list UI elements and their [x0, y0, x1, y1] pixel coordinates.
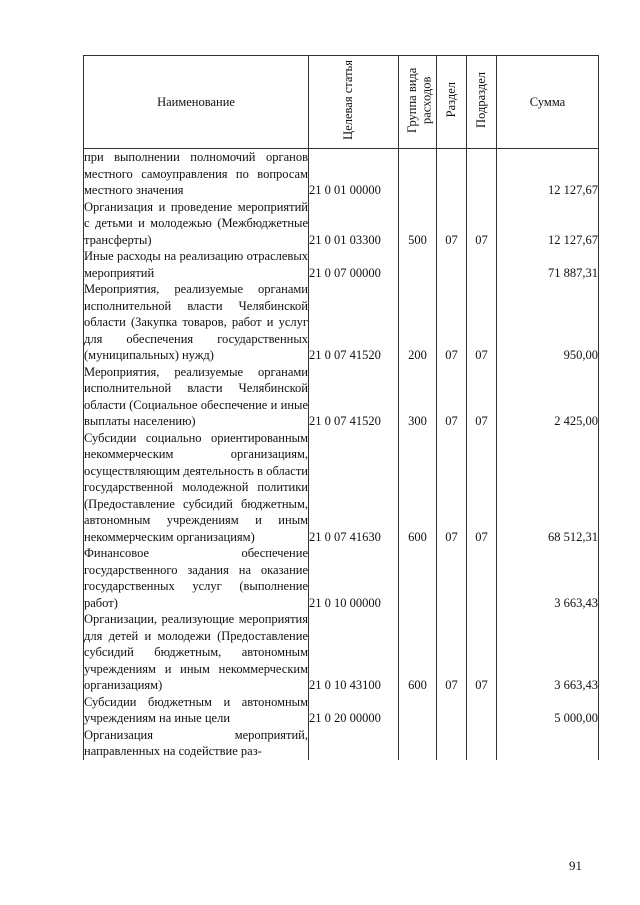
row-sum: 3 663,43	[497, 545, 599, 611]
row-sum	[497, 727, 599, 760]
row-group	[399, 694, 437, 727]
row-section: 07	[437, 364, 467, 430]
row-group: 600	[399, 430, 437, 546]
row-code: 21 0 10 43100	[309, 611, 399, 694]
row-section: 07	[437, 199, 467, 249]
header-subsection: Подраздел	[467, 56, 497, 149]
row-code: 21 0 10 00000	[309, 545, 399, 611]
row-name: Субсидии бюджетным и автономным учреждениям на иные цели	[84, 694, 308, 725]
row-group: 200	[399, 281, 437, 364]
row-name: Организации, реализующие мероприятия для детей и молодежи (Предоставление субсидий бюджетным, автономным учреждениям и иным некоммерческим организациям)	[84, 612, 308, 692]
table-row	[84, 199, 599, 249]
row-name: Мероприятия, реализуемые органами исполнительной власти Челябинской области (Закупка товаров, работ и услуг для обеспечения государственных (муниципальных) нужд)	[84, 282, 308, 362]
header-section: Раздел	[437, 56, 467, 149]
row-section: 07	[437, 611, 467, 694]
row-sum: 68 512,31	[497, 430, 599, 546]
row-sum: 950,00	[497, 281, 599, 364]
row-group	[399, 248, 437, 281]
row-subsection: 07	[467, 364, 497, 430]
row-group	[399, 149, 437, 199]
table-row	[84, 364, 599, 430]
row-code	[309, 727, 399, 760]
table-row	[84, 694, 599, 727]
budget-table	[83, 55, 599, 760]
row-section	[437, 248, 467, 281]
row-subsection: 07	[467, 611, 497, 694]
row-code: 21 0 07 41520	[309, 281, 399, 364]
table-row	[84, 281, 599, 364]
row-subsection	[467, 248, 497, 281]
table-row	[84, 611, 599, 694]
table-row	[84, 248, 599, 281]
row-name: Субсидии социально ориентированным некоммерческим организациям, осуществляющим деятельность в области государственной молодежной политики (Предоставление субсидий бюджетным, автономным учреждениям и иным некоммерческим организациям)	[84, 430, 308, 544]
row-subsection	[467, 694, 497, 727]
row-code: 21 0 20 00000	[309, 694, 399, 727]
header-code: Целевая статья	[309, 56, 399, 149]
header-group: Группа вида расходов	[399, 56, 437, 149]
row-section: 07	[437, 430, 467, 546]
row-sum: 2 425,00	[497, 364, 599, 430]
row-section	[437, 727, 467, 760]
table-header-row	[84, 56, 599, 149]
row-name: Иные расходы на реализацию отраслевых мероприятий	[84, 249, 308, 280]
row-group: 500	[399, 199, 437, 249]
row-code: 21 0 01 03300	[309, 199, 399, 249]
header-name: Наименование	[84, 56, 309, 149]
table-body	[84, 149, 599, 760]
row-sum: 12 127,67	[497, 199, 599, 249]
row-group: 600	[399, 611, 437, 694]
row-subsection	[467, 149, 497, 199]
row-section	[437, 149, 467, 199]
row-group	[399, 545, 437, 611]
table-row	[84, 545, 599, 611]
table-row	[84, 727, 599, 760]
header-sum: Сумма	[497, 56, 599, 149]
row-name: Мероприятия, реализуемые органами исполнительной власти Челябинской области (Социальное обеспечение и иные выплаты населению)	[84, 364, 308, 428]
row-name: Организация и проведение мероприятий с детьми и молодежью (Межбюджетные трансферты)	[84, 199, 308, 247]
page-number: 91	[569, 858, 582, 873]
row-code: 21 0 07 41520	[309, 364, 399, 430]
table-row	[84, 430, 599, 546]
row-section: 07	[437, 281, 467, 364]
row-subsection	[467, 545, 497, 611]
row-code: 21 0 07 41630	[309, 430, 399, 546]
row-code: 21 0 01 00000	[309, 149, 399, 199]
row-sum: 71 887,31	[497, 248, 599, 281]
row-sum: 5 000,00	[497, 694, 599, 727]
row-subsection	[467, 727, 497, 760]
row-section	[437, 545, 467, 611]
row-sum: 3 663,43	[497, 611, 599, 694]
row-subsection: 07	[467, 281, 497, 364]
row-group: 300	[399, 364, 437, 430]
row-group	[399, 727, 437, 760]
row-name: при выполнении полномочий органов местного самоуправления по вопросам местного значения	[84, 150, 308, 197]
row-name: Финансовое обеспечение государственного задания на оказание государственных услуг (выполнение работ)	[84, 546, 308, 610]
row-name: Организация мероприятий, направленных на содействие раз-	[84, 727, 308, 758]
row-subsection: 07	[467, 430, 497, 546]
row-sum: 12 127,67	[497, 149, 599, 199]
row-section	[437, 694, 467, 727]
table-row	[84, 149, 599, 199]
row-code: 21 0 07 00000	[309, 248, 399, 281]
row-subsection: 07	[467, 199, 497, 249]
